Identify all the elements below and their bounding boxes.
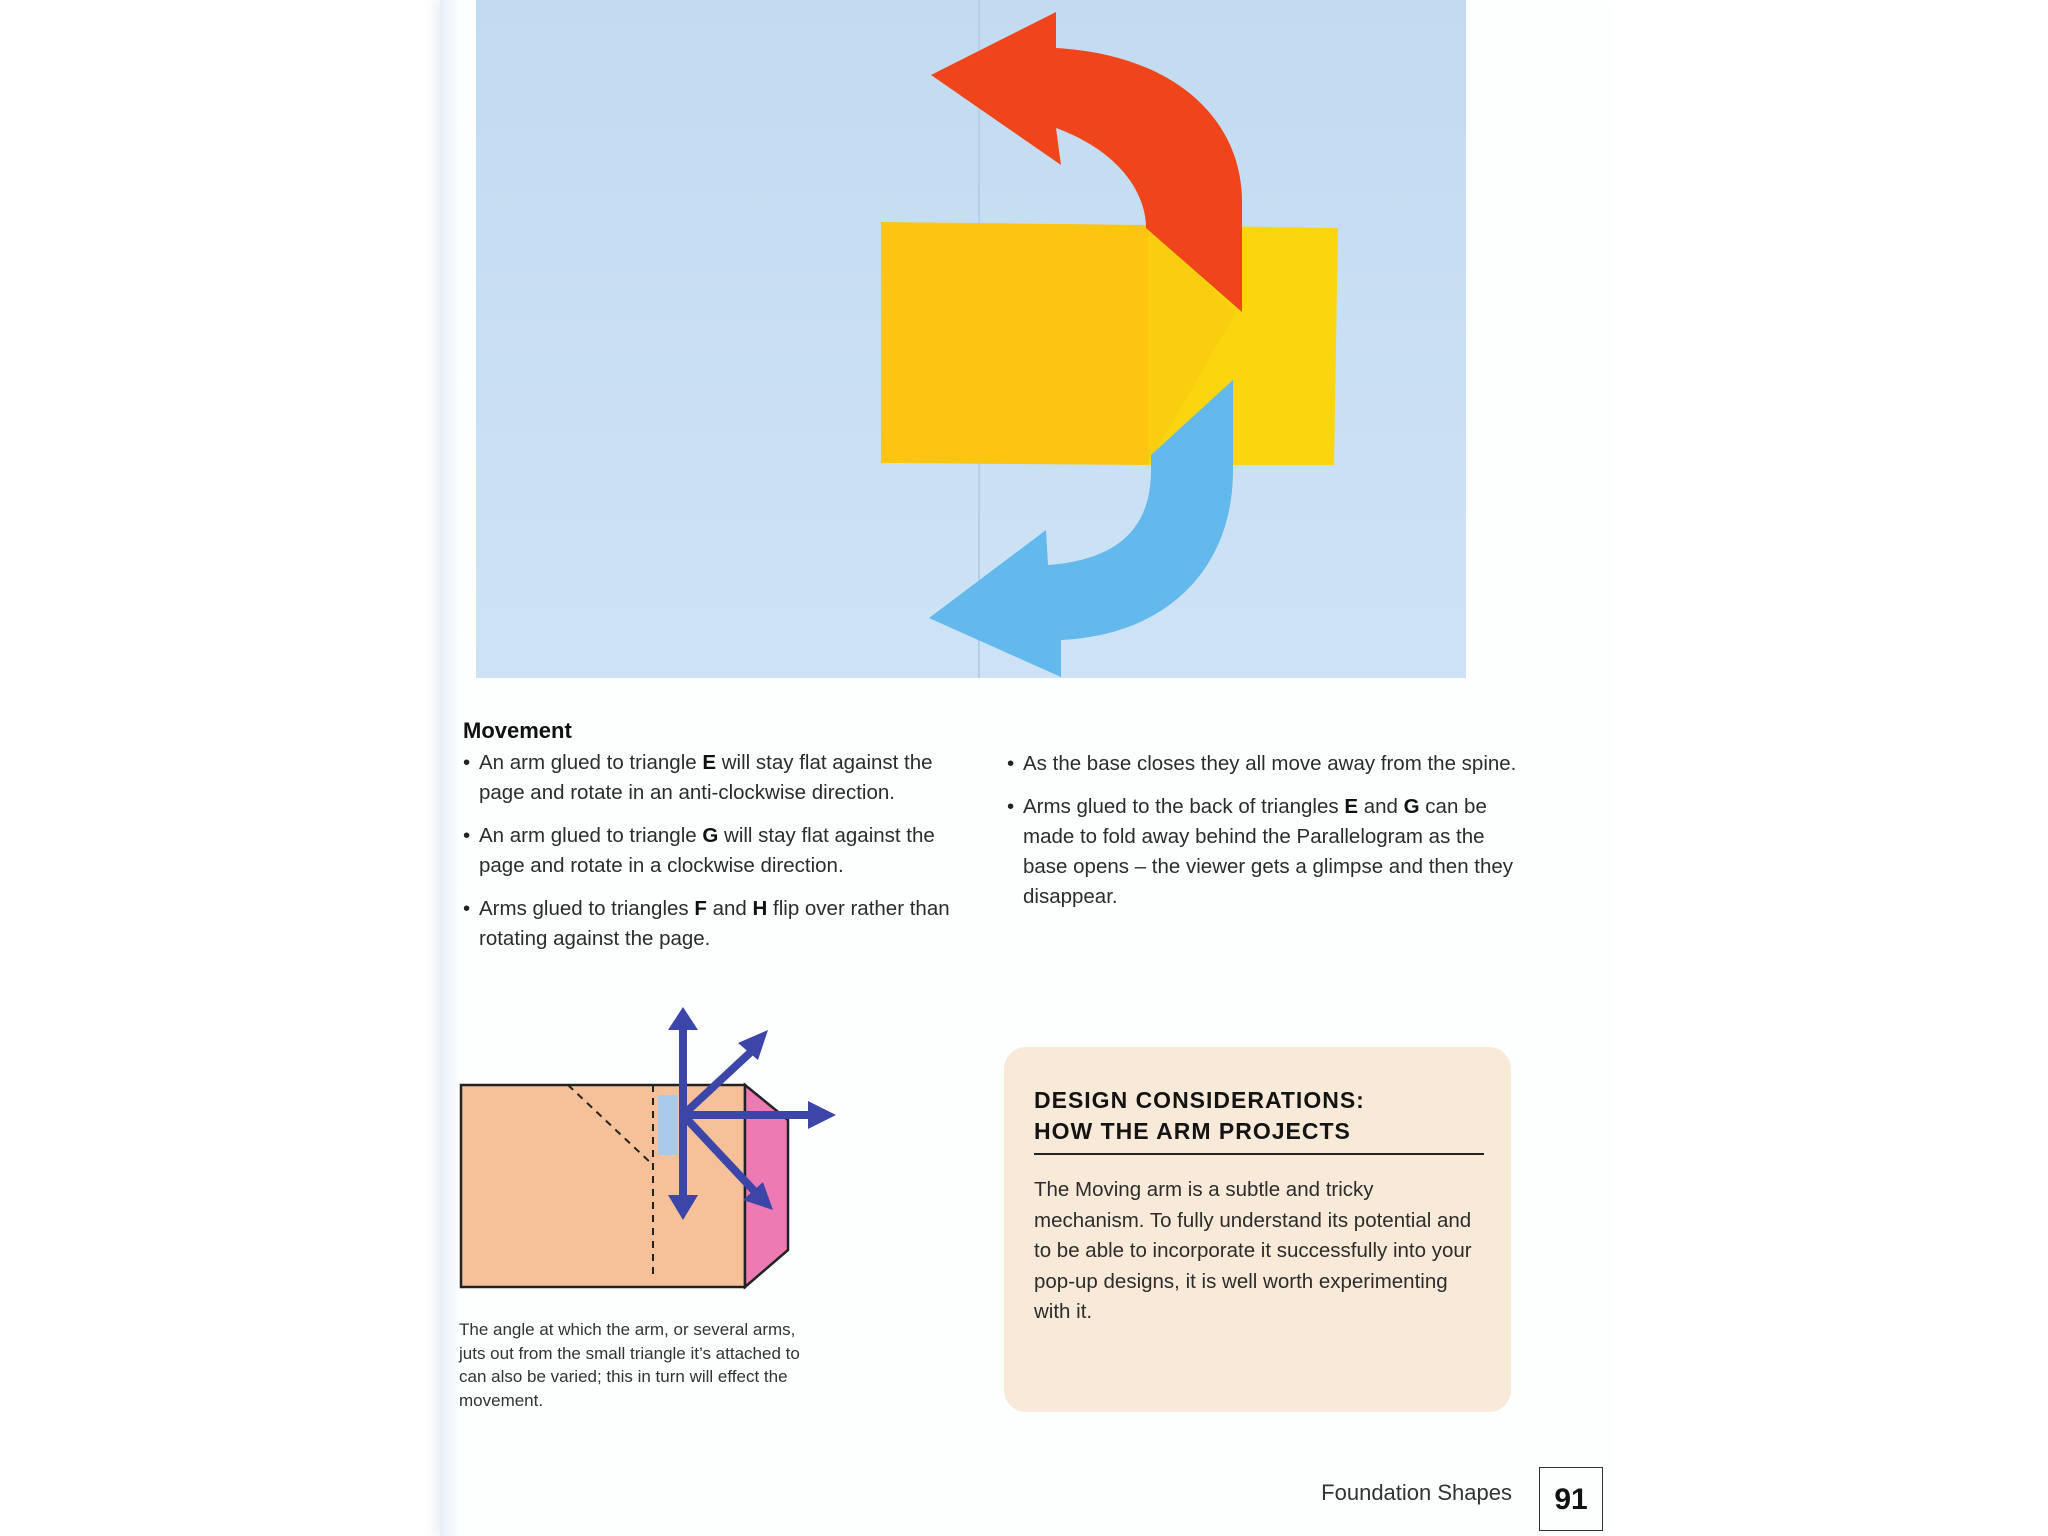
box-title [1034, 1085, 1484, 1155]
box-body: The Moving arm is a subtle and tricky mechanism. To fully understand its potential and to be able to incorporate it successfully into your pop-up designs, it is well worth experimenting with it. [1034, 1178, 1472, 1323]
arm-angle-diagram [458, 995, 848, 1295]
movement-bullets-left [463, 748, 983, 967]
box-title-line1: DESIGN CONSIDERATIONS: [1034, 1087, 1365, 1113]
blue-tab [658, 1095, 678, 1155]
section-label: Foundation Shapes [1321, 1480, 1512, 1505]
movement-heading: Movement [463, 718, 572, 743]
diagram-caption: The angle at which the arm, or several arms, juts out from the small triangle it’s attached to can also be varied; this in turn will effect the movement. [459, 1320, 800, 1410]
bullet-arm-g: • An arm glued to triangle G will stay flat against the page and rotate in a clockwise direction. [463, 821, 983, 881]
page-number: 91 [1539, 1467, 1603, 1531]
bullet-base-closes: • As the base closes they all move away from the spine. [1007, 749, 1527, 779]
yellow-card-left [881, 222, 1148, 465]
page-gutter-shadow [440, 0, 458, 1536]
box-title-line2: HOW THE ARM PROJECTS [1034, 1118, 1351, 1144]
bullet-fold-away: • Arms glued to the back of triangles E and G can be made to fold away behind the Parallelogram as the base opens – the viewer gets a glimpse and then they disappear. [1007, 792, 1527, 912]
movement-bullets-right [1007, 749, 1527, 925]
design-considerations-box [1004, 1047, 1511, 1412]
bullet-arms-f-h: • Arms glued to triangles F and H flip over rather than rotating against the page. [463, 894, 983, 954]
popup-photo [476, 0, 1466, 678]
bullet-arm-e: • An arm glued to triangle E will stay flat against the page and rotate in an anti-clockwise direction. [463, 748, 983, 808]
